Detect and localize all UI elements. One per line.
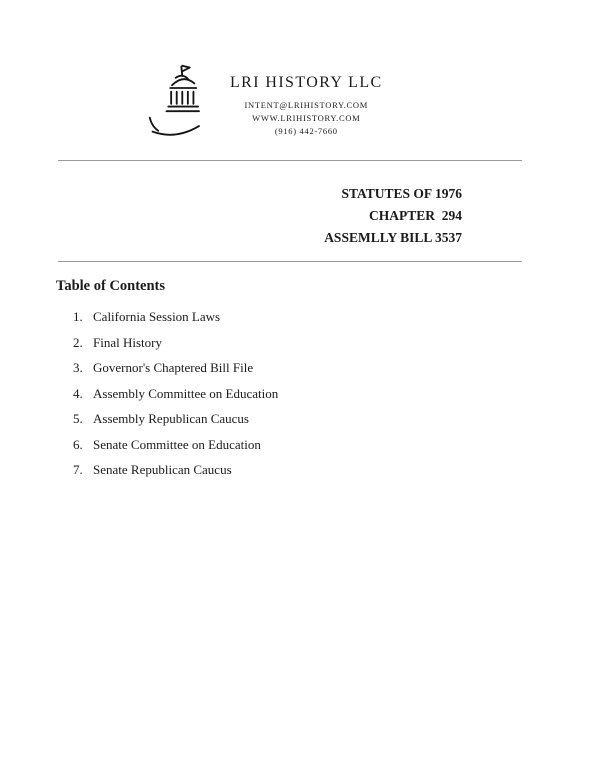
toc-item: 7. Senate Republican Caucus (86, 463, 600, 477)
toc-item: 6. Senate Committee on Education (86, 438, 600, 452)
bill-line: ASSEMLLY BILL 3537 (324, 230, 462, 245)
toc-list (56, 310, 600, 477)
divider-bottom (58, 261, 522, 262)
title-block (0, 183, 462, 249)
letterhead (142, 62, 600, 140)
company-phone: (916) 442-7660 (274, 126, 338, 136)
toc-heading: Table of Contents (56, 278, 166, 294)
company-website: WWW.LRIHISTORY.COM (252, 113, 361, 123)
toc-item: 4. Assembly Committee on Education (86, 387, 600, 401)
company-email: INTENT@LRIHISTORY.COM (244, 100, 369, 110)
statutes-line: STATUTES OF 1976 (341, 186, 462, 201)
toc-item: 1. California Session Laws (86, 310, 600, 324)
letterhead-text (230, 62, 383, 138)
toc-item: 5. Assembly Republican Caucus (86, 412, 600, 426)
capitol-sketch-icon (142, 62, 204, 140)
table-of-contents (56, 278, 600, 477)
toc-item: 3. Governor's Chaptered Bill File (86, 361, 600, 375)
toc-item: 2. Final History (86, 336, 600, 350)
company-name: LRI HISTORY LLC (230, 74, 383, 91)
chapter-line: CHAPTER 294 (368, 208, 462, 223)
divider-top (58, 160, 522, 161)
